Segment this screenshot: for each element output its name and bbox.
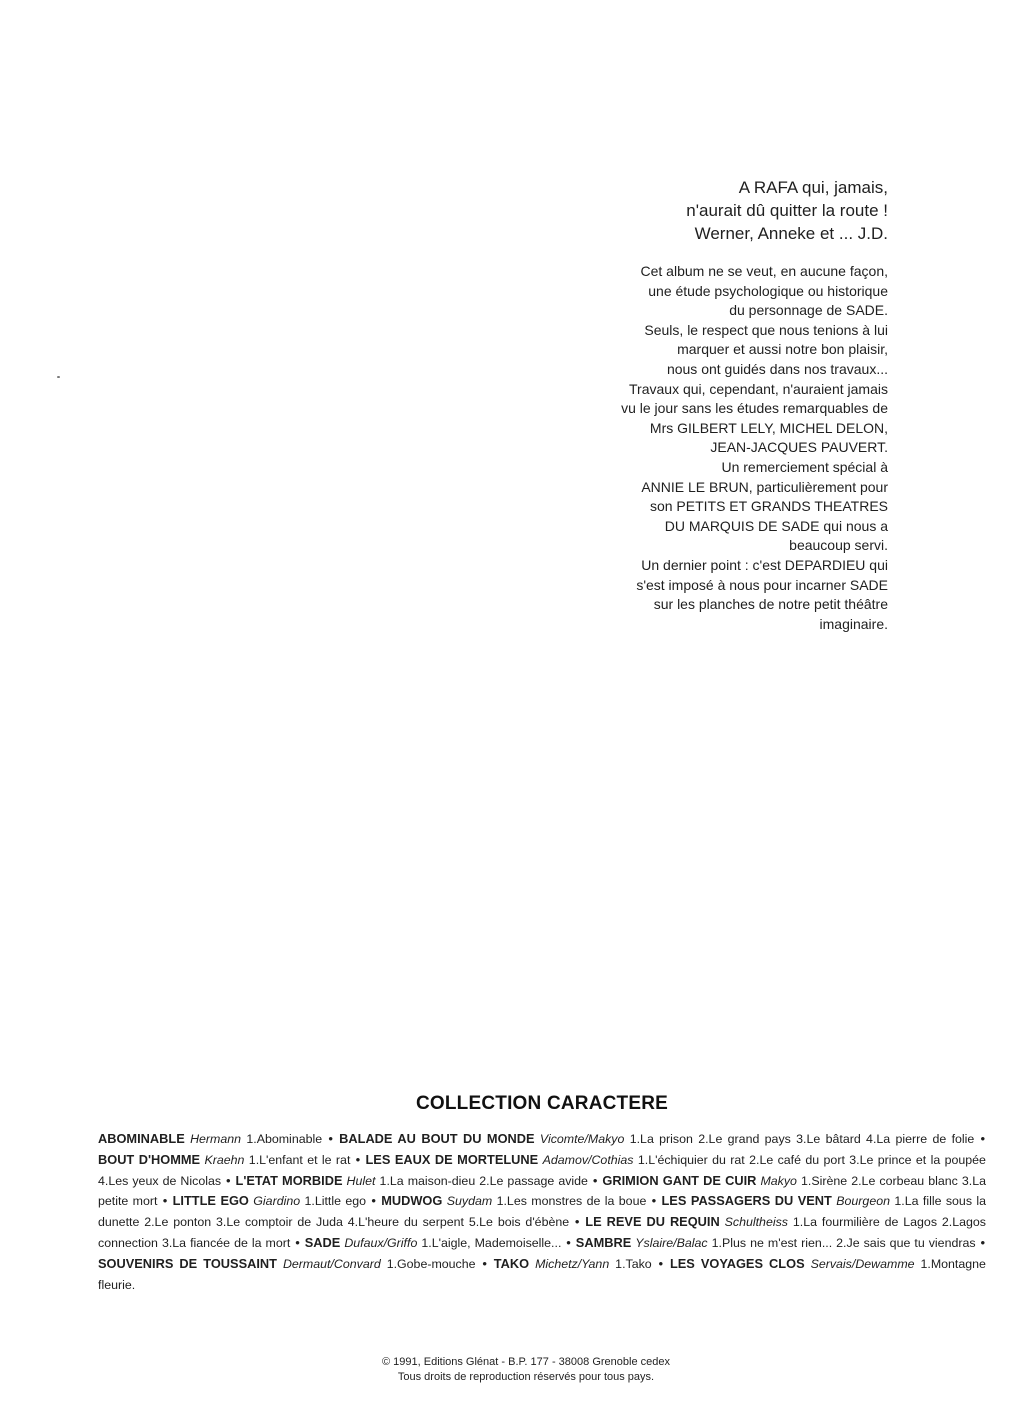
series-separator: • [226, 1173, 231, 1188]
series-titles: 1.La maison-dieu 2.Le passage avide [379, 1173, 588, 1188]
series-separator: • [980, 1132, 985, 1146]
foreword-line: Cet album ne se veut, en aucune façon, [640, 263, 888, 279]
series-name: GRIMION GANT DE CUIR [602, 1172, 757, 1188]
foreword-line: sur les planches de notre petit théâtre [653, 596, 888, 613]
series-author: Yslaire/Balac [635, 1235, 708, 1250]
foreword-line: s'est imposé à nous pour incarner SADE [636, 576, 888, 593]
foreword-line: son PETITS ET GRANDS THEATRES [649, 498, 888, 515]
foreword-line: Un remerciement spécial à [721, 458, 888, 475]
series-entry [494, 1257, 652, 1271]
foreword-line: marquer et aussi notre bon plaisir, [677, 341, 888, 358]
foreword-line: Travaux qui, cependant, n'auraient jamais [629, 380, 888, 397]
series-titles: 1.La fille sous la dunette 2.Le ponton 3.Le comptoir de Juda 4.L'heure du serpent 5.Le bois d'ébène [98, 1194, 987, 1230]
collection-title: COLLECTION CARACTERE [415, 1093, 669, 1114]
foreword-line: DU MARQUIS DE SADE qui nous a [664, 517, 888, 534]
series-author: Michetz/Yann [535, 1256, 610, 1271]
foreword-note [621, 262, 888, 634]
series-entry [381, 1194, 646, 1208]
series-author: Dermaut/Convard [282, 1256, 381, 1271]
collection-catalog [98, 1129, 986, 1295]
series-name: SOUVENIRS DE TOUSSAINT [98, 1255, 277, 1271]
series-separator: • [575, 1215, 580, 1230]
foreword-line: nous ont guidés dans nos travaux... [666, 360, 888, 377]
series-entry [98, 1257, 476, 1271]
series-entry [98, 1132, 322, 1146]
series-author: Giardino [253, 1194, 301, 1209]
series-separator: • [355, 1152, 361, 1167]
series-titles: 1.Tako [615, 1256, 652, 1271]
series-name: TAKO [493, 1255, 530, 1271]
foreword-line: Mrs GILBERT LELY, MICHEL DELON, [649, 419, 888, 436]
foreword-line: du personnage de SADE. [729, 302, 888, 319]
foreword-line: Un dernier point : c'est DEPARDIEU qui [641, 556, 888, 573]
foreword-line: imaginaire. [819, 615, 888, 632]
series-titles: 1.L'enfant et le rat [248, 1152, 351, 1167]
copyright-notice [0, 1355, 1024, 1385]
dedication-line: Werner, Anneke et ... J.D. [694, 224, 888, 243]
series-author: Vicomte/Makyo [539, 1132, 625, 1146]
series-name: BALADE AU BOUT DU MONDE [339, 1131, 535, 1146]
series-name: LE REVE DU REQUIN [585, 1214, 720, 1230]
series-separator: • [980, 1235, 985, 1250]
series-titles: 1.Little ego [304, 1194, 367, 1209]
dedication-line: A RAFA qui, jamais, [738, 178, 888, 197]
series-titles: 1.Sirène 2.Le corbeau blanc 3.La petite mort [98, 1173, 986, 1209]
series-entry [305, 1236, 562, 1250]
foreword-line: vu le jour sans les études remarquables de [621, 400, 888, 417]
series-separator: • [658, 1256, 663, 1271]
series-entry [576, 1236, 976, 1250]
series-titles: 1.Montagne fleurie. [98, 1256, 986, 1292]
foreword-line: Seuls, le respect que nous tenions à lui [644, 321, 888, 338]
series-author: Bourgeon [836, 1194, 890, 1209]
series-separator: • [651, 1194, 657, 1209]
series-entry [98, 1153, 350, 1167]
series-entry [236, 1174, 588, 1188]
series-name: L'ETAT MORBIDE [235, 1172, 343, 1188]
series-titles: 1.Gobe-mouche [386, 1256, 476, 1271]
series-titles: 1.La prison 2.Le grand pays 3.Le bâtard 4.La pierre de folie [629, 1132, 975, 1146]
series-name: LITTLE EGO [172, 1193, 249, 1209]
series-separator: • [482, 1256, 487, 1271]
series-titles: 1.Abominable [246, 1132, 323, 1146]
dedication-line: n'aurait dû quitter la route ! [686, 201, 888, 220]
foreword-line: beaucoup servi. [789, 537, 888, 554]
series-separator: • [371, 1194, 376, 1209]
series-titles: 1.Les monstres de la boue [496, 1194, 647, 1209]
series-name: LES EAUX DE MORTELUNE [365, 1151, 539, 1167]
series-name: ABOMINABLE [98, 1131, 185, 1146]
series-separator: • [593, 1173, 598, 1188]
foreword-line: ANNIE LE BRUN, particulièrement pour [641, 478, 888, 495]
series-separator: • [162, 1194, 168, 1209]
series-titles: 1.La fourmilière de Lagos 2.Lagos connection 3.La fiancée de la mort [98, 1215, 986, 1250]
foreword-line: une étude psychologique ou historique [648, 282, 888, 299]
print-speck [57, 376, 60, 378]
series-entry [339, 1132, 974, 1146]
series-author: Suydam [446, 1194, 493, 1209]
series-separator: • [295, 1235, 300, 1250]
series-titles: 1.Plus ne m'est rien... 2.Je sais que tu viendras [711, 1235, 976, 1250]
dedication [686, 176, 888, 245]
series-author: Hermann [190, 1132, 242, 1146]
series-author: Dufaux/Griffo [344, 1235, 418, 1250]
series-titles: 1.L'aigle, Mademoiselle... [421, 1235, 562, 1250]
foreword-line: JEAN-JACQUES PAUVERT. [710, 439, 888, 456]
series-name: SAMBRE [575, 1234, 632, 1250]
series-author: Adamov/Cothias [542, 1152, 634, 1167]
series-separator: • [328, 1132, 333, 1146]
rights-line: Tous droits de reproduction réservés pour tous pays. [397, 1371, 655, 1383]
series-entry [173, 1194, 366, 1208]
series-name: LES VOYAGES CLOS [669, 1255, 805, 1271]
series-author: Kraehn [204, 1152, 245, 1167]
series-author: Makyo [760, 1173, 797, 1188]
series-author: Servais/Dewamme [810, 1256, 915, 1271]
series-name: MUDWOG [381, 1193, 443, 1209]
series-author: Hulet [346, 1173, 376, 1188]
copyright-line: © 1991, Editions Glénat - B.P. 177 - 38008 Grenoble cedex [382, 1356, 670, 1368]
series-titles: 1.L'échiquier du rat 2.Le café du port 3.Le prince et la poupée 4.Les yeux de Nicolas [98, 1152, 986, 1188]
series-author: Schultheiss [724, 1215, 788, 1230]
series-name: BOUT D'HOMME [98, 1151, 201, 1167]
series-separator: • [566, 1235, 571, 1250]
series-name: SADE [304, 1234, 341, 1250]
series-name: LES PASSAGERS DU VENT [661, 1193, 832, 1209]
